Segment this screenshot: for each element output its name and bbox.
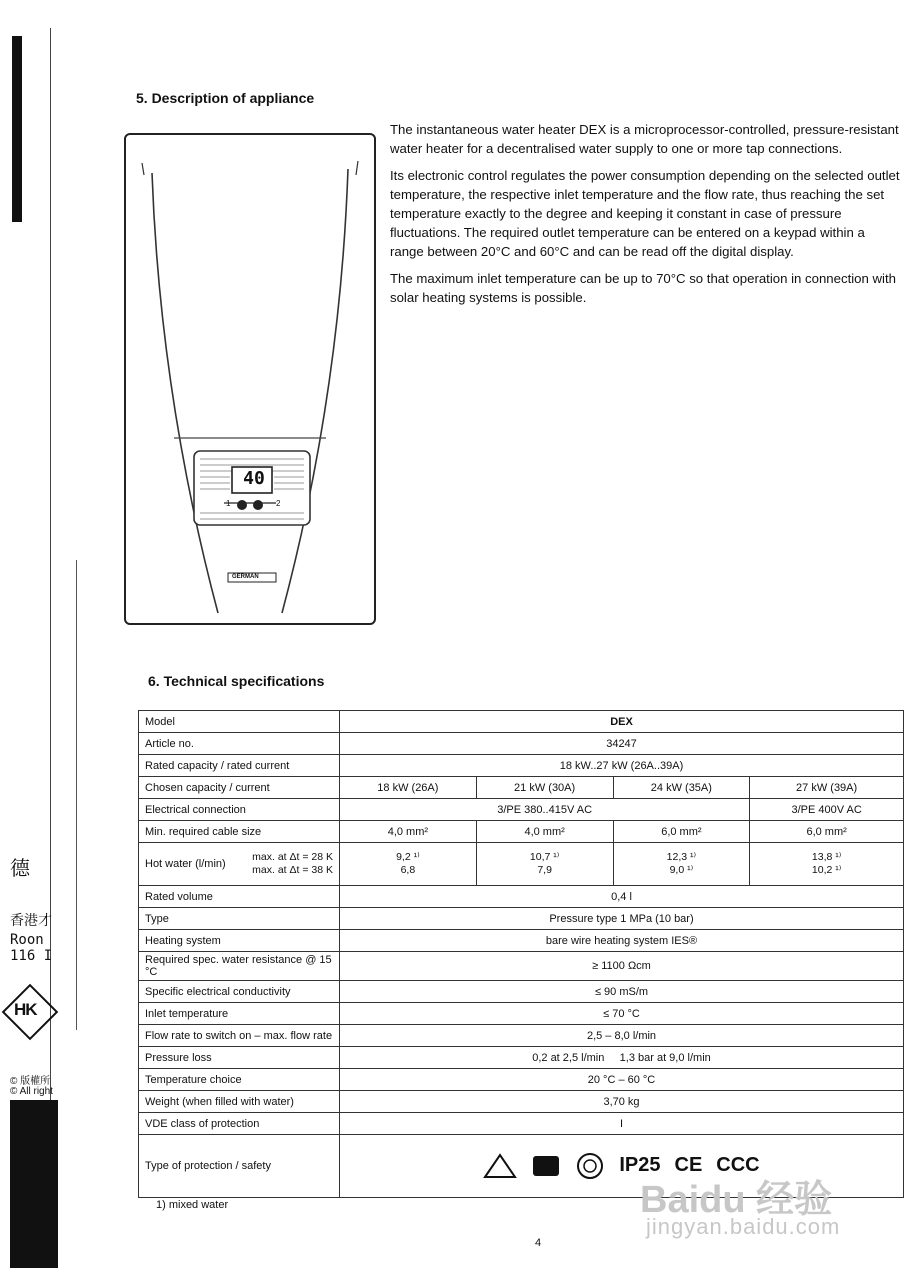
cable-value-1: 4,0 mm²	[340, 821, 477, 843]
inlet-value: ≤ 70 °C	[340, 1003, 904, 1025]
table-row	[139, 930, 904, 952]
side-copyright-2: © All right	[10, 1086, 53, 1097]
pressure-loss-value: 0,2 at 2,5 l/min 1,3 bar at 9,0 l/min	[340, 1047, 904, 1069]
weight-value: 3,70 kg	[340, 1091, 904, 1113]
appliance-drawing	[126, 135, 374, 623]
ccc-mark: CCC	[716, 1154, 760, 1176]
row-label-vde-class: VDE class of protection	[139, 1113, 340, 1135]
scan-margin-line-2	[76, 560, 77, 1030]
hot-water-28-1: 9,2 ¹⁾	[396, 851, 420, 863]
hot-water-col-2	[476, 843, 613, 886]
vde-triangle-icon	[483, 1153, 517, 1179]
table-row	[139, 952, 904, 981]
hot-water-38-2: 7,9	[537, 864, 552, 876]
vde-class-value: I	[340, 1113, 904, 1135]
row-label-temp-choice: Temperature choice	[139, 1069, 340, 1091]
scan-margin-bar	[12, 36, 22, 222]
side-text-line1: 香港才	[10, 912, 52, 928]
table-row	[139, 821, 904, 843]
hot-water-38-4: 10,2 ¹⁾	[811, 864, 842, 876]
cable-value-3: 6,0 mm²	[613, 821, 750, 843]
scan-margin-block	[10, 1100, 58, 1268]
row-label-pressure-loss: Pressure loss	[139, 1047, 340, 1069]
hot-water-38-1: 6,8	[400, 864, 416, 876]
row-label-inlet: Inlet temperature	[139, 1003, 340, 1025]
table-row	[139, 1069, 904, 1091]
hot-water-label: Hot water (l/min)	[145, 858, 226, 870]
vde-circle-icon	[575, 1151, 605, 1181]
chosen-capacity-3: 24 kW (35A)	[613, 777, 750, 799]
row-label-rated-volume: Rated volume	[139, 886, 340, 908]
electrical-value-2: 3/PE 400V AC	[750, 799, 904, 821]
table-row	[139, 886, 904, 908]
description-paragraph-2: Its electronic control regulates the power consumption depending on the selected outlet temperature, the respective inlet temperature and the flow rate, thus reaching the set temperature exactly to the degree and keeping it constant in case of pressure fluctuations. The required outlet temperature can be entered on a keypad within a range between 20°C and 60°C and can be read off the digital display.	[390, 168, 900, 259]
cable-value-4: 6,0 mm²	[750, 821, 904, 843]
hot-water-col-3	[613, 843, 750, 886]
conductivity-value: ≤ 90 mS/m	[340, 981, 904, 1003]
table-row	[139, 777, 904, 799]
spec-table	[138, 710, 904, 1198]
ce-mark: CE	[674, 1154, 703, 1176]
table-row	[139, 1091, 904, 1113]
brand-label: GERMAN	[232, 574, 259, 580]
resistance-value: ≥ 1100 Ωcm	[340, 952, 904, 981]
chosen-capacity-1: 18 kW (26A)	[340, 777, 477, 799]
flow-rate-value: 2,5 – 8,0 l/min	[340, 1025, 904, 1047]
section-5-title: 5. Description of appliance	[136, 90, 315, 106]
hot-water-col-4	[750, 843, 904, 886]
row-label-flow-rate: Flow rate to switch on – max. flow rate	[139, 1025, 340, 1047]
keypad-label-2: 2	[276, 499, 281, 508]
page-number: 4	[535, 1237, 542, 1249]
section-6-title: 6. Technical specifications	[148, 673, 325, 689]
row-label-protection: Type of protection / safety	[139, 1135, 340, 1198]
cable-value-2: 4,0 mm²	[476, 821, 613, 843]
table-row	[139, 843, 904, 886]
heating-value: bare wire heating system IES®	[340, 930, 904, 952]
watermark-url: jingyan.baidu.com	[646, 1214, 841, 1239]
table-row	[139, 1047, 904, 1069]
table-row	[139, 755, 904, 777]
hot-water-38-3: 9,0 ¹⁾	[669, 864, 694, 876]
table-row	[139, 799, 904, 821]
table-row	[139, 733, 904, 755]
row-label-hot-water	[139, 843, 340, 886]
row-label-electrical: Electrical connection	[139, 799, 340, 821]
side-text-line3: 116 I	[10, 948, 53, 964]
row-label-weight: Weight (when filled with water)	[139, 1091, 340, 1113]
row-label-rated-capacity: Rated capacity / rated current	[139, 755, 340, 777]
table-row	[139, 1113, 904, 1135]
hot-water-28-2: 10,7 ¹⁾	[529, 851, 560, 863]
hot-water-28-3: 12,3 ¹⁾	[666, 851, 697, 863]
table-row	[139, 1003, 904, 1025]
article-value: 34247	[340, 733, 904, 755]
gs-mark-icon	[531, 1153, 561, 1179]
footnote: 1) mixed water	[156, 1199, 229, 1211]
description-paragraph-3: The maximum inlet temperature can be up to 70°C so that operation in connection with solar heating systems is possible.	[390, 271, 896, 305]
row-label-article: Article no.	[139, 733, 340, 755]
side-copyright-1: © 版權所	[10, 1076, 51, 1087]
electrical-value-1: 3/PE 380..415V AC	[340, 799, 750, 821]
chosen-capacity-2: 21 kW (30A)	[476, 777, 613, 799]
row-label-conductivity: Specific electrical conductivity	[139, 981, 340, 1003]
hot-water-sub-28: max. at Δt = 28 K	[252, 851, 333, 863]
side-char: 德	[10, 858, 30, 880]
rated-volume-value: 0,4 l	[340, 886, 904, 908]
row-label-resistance: Required spec. water resistance @ 15 °C	[139, 952, 340, 981]
chosen-capacity-4: 27 kW (39A)	[750, 777, 904, 799]
row-label-model: Model	[139, 711, 340, 733]
table-row	[139, 1025, 904, 1047]
hot-water-sub-38: max. at Δt = 38 K	[252, 864, 333, 876]
type-value: Pressure type 1 MPa (10 bar)	[340, 908, 904, 930]
watermark-logo: Baidu 经验	[640, 1179, 833, 1221]
appliance-illustration	[124, 133, 376, 625]
table-row	[139, 908, 904, 930]
row-label-chosen-capacity: Chosen capacity / current	[139, 777, 340, 799]
temp-choice-value: 20 °C – 60 °C	[340, 1069, 904, 1091]
hot-water-col-1	[340, 843, 477, 886]
rated-capacity-value: 18 kW..27 kW (26A..39A)	[340, 755, 904, 777]
side-text-line2: Roon	[10, 932, 44, 948]
table-row	[139, 981, 904, 1003]
hk-logo-text: HK	[14, 1000, 37, 1019]
model-value: DEX	[340, 711, 904, 733]
description-text	[390, 120, 900, 315]
row-label-cable: Min. required cable size	[139, 821, 340, 843]
keypad-label-1: 1	[226, 499, 231, 508]
temperature-display: 40	[243, 468, 265, 489]
table-row	[139, 711, 904, 733]
description-paragraph-1: The instantaneous water heater DEX is a microprocessor-controlled, pressure-resistant water heater for a decentralised water supply to one or more tap connections.	[390, 122, 899, 156]
ip25-mark: IP25	[619, 1154, 661, 1176]
hot-water-28-4: 13,8 ¹⁾	[811, 851, 842, 863]
row-label-heating: Heating system	[139, 930, 340, 952]
row-label-type: Type	[139, 908, 340, 930]
